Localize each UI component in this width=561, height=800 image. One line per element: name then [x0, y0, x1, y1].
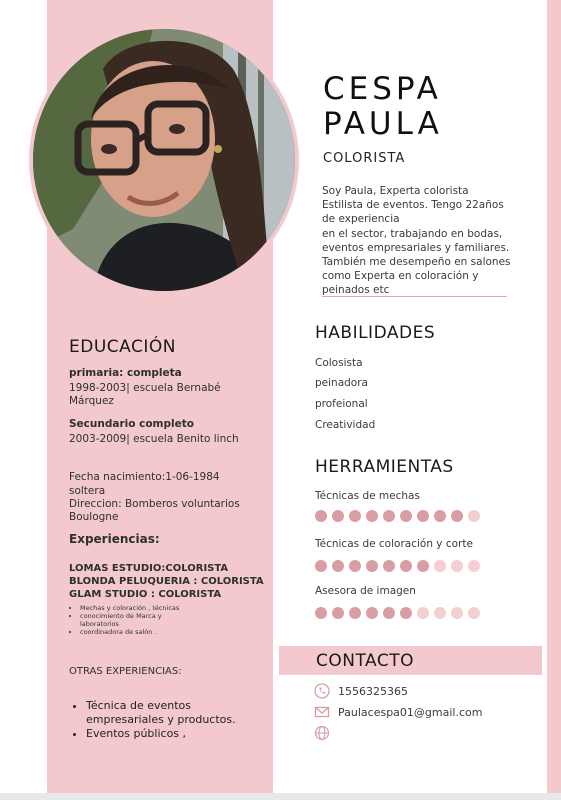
- rating-dot-empty: [417, 607, 429, 619]
- tool-rating: [315, 607, 480, 619]
- rating-dot-filled: [332, 607, 344, 619]
- rating-dot-filled: [383, 607, 395, 619]
- rating-dot-filled: [349, 560, 361, 572]
- rating-dot-empty: [451, 560, 463, 572]
- rating-dot-filled: [315, 607, 327, 619]
- rating-dot-filled: [434, 510, 446, 522]
- rating-dot-filled: [400, 510, 412, 522]
- other-experience-list: [72, 699, 256, 741]
- education-detail-1: 1998-2003| escuela Bernabé Márquez: [69, 382, 221, 407]
- skill-item: Creatividad: [315, 419, 376, 431]
- rating-dot-filled: [349, 510, 361, 522]
- experience-bullets: [70, 604, 200, 636]
- contact-phone-row: [314, 683, 408, 699]
- rating-dot-filled: [332, 560, 344, 572]
- rating-dot-filled: [349, 607, 361, 619]
- rating-dot-filled: [366, 510, 378, 522]
- skill-item: profeional: [315, 398, 368, 410]
- rating-dot-empty: [468, 510, 480, 522]
- contact-email-row: [314, 704, 482, 720]
- rating-dot-filled: [332, 510, 344, 522]
- candidate-name: [323, 72, 443, 142]
- education-level-1: primaria: completa: [69, 367, 182, 379]
- job-3: GLAM STUDIO : COLORISTA: [69, 589, 222, 600]
- mail-icon: [314, 704, 330, 720]
- rating-dot-filled: [383, 560, 395, 572]
- name-line-1: CESPA: [323, 71, 442, 107]
- experience-bullet: • Mechas y coloración , técnicas: [80, 604, 200, 612]
- marital-status: soltera: [69, 485, 106, 497]
- rating-dot-empty: [434, 607, 446, 619]
- rating-dot-filled: [417, 510, 429, 522]
- rating-dot-filled: [315, 510, 327, 522]
- skills-title: HABILIDADES: [315, 323, 436, 343]
- rating-dot-filled: [451, 510, 463, 522]
- other-experience-item: • Técnica de eventos empresariales y productos.: [86, 699, 256, 727]
- tool-label: Técnicas de mechas: [315, 490, 420, 502]
- rating-dot-empty: [434, 560, 446, 572]
- other-experience-item: • Eventos públicos ,: [86, 727, 256, 741]
- rating-dot-filled: [315, 560, 327, 572]
- rating-dot-empty: [451, 607, 463, 619]
- job-1: LOMAS ESTUDIO:COLORISTA: [69, 563, 229, 574]
- phone-number[interactable]: 1556325365: [338, 684, 408, 698]
- profile-photo-illustration: [33, 29, 295, 291]
- phone-icon: [314, 683, 330, 699]
- bio-divider: [322, 296, 507, 297]
- job-2: BLONDA PELUQUERIA : COLORISTA: [69, 576, 264, 587]
- job-title: COLORISTA: [323, 151, 406, 166]
- bio-text: Soy Paula, Experta colorista Estilista de eventos. Tengo 22años de experiencia en el sector, trabajando en bodas, eventos empresariales y familiares. También me desempeño en salones como Experta en coloración y peinados etc: [322, 185, 511, 297]
- rating-dot-filled: [366, 560, 378, 572]
- education-level-2: Secundario completo: [69, 418, 194, 430]
- right-edge-stripe: [547, 0, 561, 800]
- globe-icon[interactable]: [314, 725, 330, 741]
- page-bottom-edge: [0, 793, 561, 800]
- birth-date: Fecha nacimiento:1-06-1984: [69, 471, 220, 483]
- experience-bullet: • coordinadora de salón .: [80, 628, 200, 636]
- page-left-margin: [0, 0, 8, 800]
- education-title: EDUCACIÓN: [69, 337, 176, 357]
- contact-web-row: [314, 725, 330, 741]
- rating-dot-empty: [468, 607, 480, 619]
- experience-bullet: • conocimiento de Marca y laboratorios: [80, 612, 200, 628]
- address: Direccion: Bomberos voluntarios Boulogne: [69, 498, 240, 523]
- name-line-2: PAULA: [323, 106, 443, 142]
- tools-title: HERRAMIENTAS: [315, 457, 454, 477]
- rating-dot-filled: [366, 607, 378, 619]
- tool-rating: [315, 510, 480, 522]
- tool-label: Asesora de imagen: [315, 585, 416, 597]
- skill-item: peinadora: [315, 377, 368, 389]
- experience-title: Experiencias:: [69, 532, 160, 546]
- education-detail-2: 2003-2009| escuela Benito linch: [69, 433, 239, 445]
- profile-photo: [33, 29, 295, 291]
- rating-dot-filled: [383, 510, 395, 522]
- tool-label: Técnicas de coloración y corte: [315, 538, 473, 550]
- rating-dot-empty: [468, 560, 480, 572]
- rating-dot-filled: [400, 607, 412, 619]
- rating-dot-filled: [417, 560, 429, 572]
- skill-item: Colosista: [315, 357, 363, 369]
- other-experience-title: OTRAS EXPERIENCIAS:: [69, 666, 182, 677]
- rating-dot-filled: [400, 560, 412, 572]
- tool-rating: [315, 560, 480, 572]
- contact-title: CONTACTO: [316, 651, 414, 671]
- email-address[interactable]: Paulacespa01@gmail.com: [338, 705, 483, 719]
